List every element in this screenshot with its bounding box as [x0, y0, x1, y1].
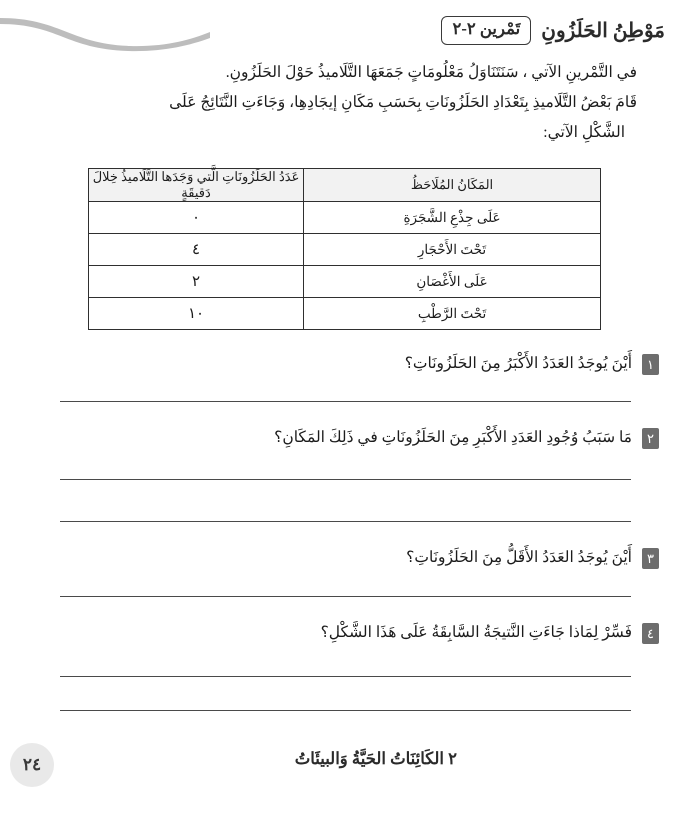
intro-line-2: قَامَ بَعْضُ التَّلَاميذِ بِتَعْدَادِ الحَلَزُونَاتِ بِحَسَبِ مَكَانِ إيجَادِهِا، وَجَاءَتِ النَّتَائِجُ عَلَى — [169, 94, 637, 112]
question-2 — [60, 426, 659, 522]
answer-line[interactable] — [60, 521, 631, 522]
answer-line[interactable] — [60, 479, 631, 480]
question-number-badge: ٢ — [642, 428, 659, 449]
cell-count: ١٠ — [89, 298, 304, 330]
question-text: فَسِّرْ لِمَاذا جَاءَتِ النَّتيجَةُ السَّابِقَةُ عَلَى هَذَا الشَّكْلِ؟ — [320, 624, 632, 642]
table-row — [89, 298, 601, 330]
question-text: مَا سَبَبُ وُجُودِ العَدَدِ الأَكْبَرِ مِنَ الحَلَزُونَاتِ في ذَلِكَ المَكَانِ؟ — [274, 428, 632, 446]
header-decorative-curve — [0, 10, 210, 54]
question-4 — [60, 621, 659, 711]
question-text: أَيْنَ يُوجَدُ العَدَدُ الأَقَلُّ مِنَ الحَلَزُونَاتِ؟ — [406, 548, 632, 566]
intro-line-3: الشَّكْلِ الآتي: — [543, 124, 625, 142]
cell-count: ٤ — [89, 234, 304, 266]
answer-line[interactable] — [60, 596, 631, 597]
cell-place: تَحْتَ الأَحْجَارِ — [304, 234, 601, 266]
observation-table-wrapper — [88, 168, 601, 330]
chapter-label: ٢ الكَائِنَاتُ الحَيَّةُ وَالبيئَاتُ — [294, 749, 457, 768]
cell-place: عَلَى الأَغْصَانِ — [304, 266, 601, 298]
page-footer — [0, 743, 689, 787]
cell-place: تَحْتَ الرَّطْبِ — [304, 298, 601, 330]
answer-lines[interactable] — [60, 676, 659, 711]
table-header-row — [89, 169, 601, 202]
page-header — [0, 10, 689, 54]
table-row — [89, 234, 601, 266]
question-1 — [60, 352, 659, 402]
cell-count: ٠ — [89, 202, 304, 234]
header-row — [441, 16, 665, 45]
page-title: مَوْطِنُ الحَلَزُونِ — [541, 19, 665, 42]
question-3 — [60, 546, 659, 598]
table-header-count: عَدَدُ الحَلَزُونَاتِ الَّتي وَجَدَها التَّلَاميذُ خِلالَ دَقيقَةٍ — [89, 169, 304, 202]
question-number-badge: ٣ — [642, 548, 659, 569]
exercise-badge: تَمْرين ٢-٢ — [441, 16, 531, 45]
cell-count: ٢ — [89, 266, 304, 298]
answer-line[interactable] — [60, 401, 631, 402]
question-number-badge: ١ — [642, 354, 659, 375]
table-row — [89, 202, 601, 234]
answer-lines[interactable] — [60, 401, 659, 402]
question-number-badge: ٤ — [642, 623, 659, 644]
questions-list — [60, 352, 659, 711]
table-header-place: المَكَانُ المُلَاحَظُ — [304, 169, 601, 202]
answer-line[interactable] — [60, 710, 631, 711]
intro-paragraph — [72, 58, 637, 149]
answer-lines[interactable] — [60, 596, 659, 597]
table-row — [89, 266, 601, 298]
observation-table — [88, 168, 601, 330]
intro-line-1: في التَّمْرينِ الآتي ، سَنَتَنَاوَلُ مَعْلُومَاتٍ جَمَعَهَا التَّلَاميذُ حَوْلَ الحَلَزُونِ. — [225, 64, 637, 81]
answer-line[interactable] — [60, 676, 631, 677]
question-text: أَيْنَ يُوجَدُ العَدَدُ الأَكْبَرُ مِنَ الحَلَزُونَاتِ؟ — [404, 355, 632, 372]
answer-lines[interactable] — [60, 479, 659, 522]
page-number: ٢٤ — [10, 743, 54, 787]
cell-place: عَلَى جِذْعِ الشَّجَرَةِ — [304, 202, 601, 234]
